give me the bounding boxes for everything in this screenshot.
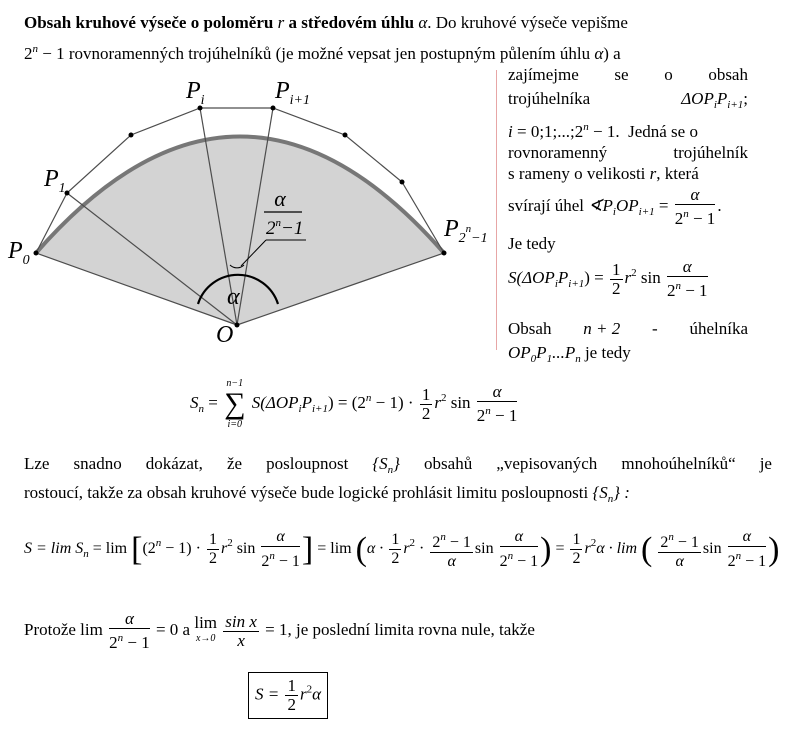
expr-exp: n [32,43,38,55]
word: rovnoramenný [508,143,608,162]
word: Obsah [508,319,552,338]
right-line-5-text: s rameny o velikosti [508,164,646,183]
right-line-7: Je tedy [508,234,556,253]
label-frac-den: 2 [266,218,276,239]
sector-figure [0,60,490,360]
label-pi1-sub: i+1 [289,93,311,108]
label-plast-sup: n [465,223,472,235]
period: . [717,195,722,215]
intro-line-2-text: rovnoramenných trojúhelníků (je možné vepsat jen postupným půlením úhlu [68,44,591,63]
label-p1-sub: 1 [58,181,66,196]
label-p0-sub: 0 [22,253,30,268]
index-range: = 0;1;...;2 [512,122,584,141]
para3: Protože lim $\frac{\alpha}{2^n - 1}$ = 0 a lim x→0 $\frac{\text{sin x}}{x}$ = 1, je poslední limita rovna nule, takže [24,609,535,652]
limit-equation: $S = \lim S_n = \lim [(2^n - 1)$ · $\frac{1}{2}$ $r^2$ sin $\frac{\alpha}{2^n - 1}$ ] = lim (α · $\frac{1}{2}$ $r^2$ · $\frac{2^n - 1}{\alpha}$ sin $\frac{\alpha}{2^n - 1}$ ) = $\frac{1}{2}$ $r^2\alpha \cdot \lim$ ( $\frac{2^n - 1}{\alpha}$ sin $\frac{\alpha}{2^n - 1}$ ) [24,528,780,570]
label-frac-num: α [274,186,286,211]
word: o [664,65,673,84]
right-line-5-tail: , která [656,164,699,183]
label-plast-sub: 2 [458,231,466,246]
triangle-word: trojúhelníka [508,89,591,108]
right-line-6 [508,186,722,228]
label-frac-den-tail: −1 [281,218,304,239]
label-frac-den-sup: n [275,217,281,229]
para2-line-2: rostoucí, takže za obsah kruhové výseče bude logické prohlásit limitu posloupnosti $\{S_n\}$ : [24,483,630,505]
sum-operator: n−1 ∑ i=0 [224,378,246,430]
intro-bold-text: Obsah kruhové výseče o poloměru [24,13,274,32]
angle-fraction: $\frac{\alpha}{2^n - 1}$ [674,185,716,228]
angle-text: svírají úhel [508,195,585,215]
label-p0: P [8,238,23,264]
right-line-2 [508,88,748,116]
right-line-3-text: Jedná se o [628,122,698,141]
svg-text:Pi+1 [274,78,310,108]
equals: = [658,195,669,215]
divider-line [496,70,497,350]
right-line-9 [508,318,748,339]
intro-line-2-tail: ) a [603,44,621,63]
svg-text:P0 [7,238,30,268]
label-o: O [216,322,234,348]
label-plast: P [444,216,459,242]
expr-base: 2 [24,44,33,63]
radius-symbol: r [277,13,285,32]
triangle-expr: $\Delta OP_iP_{i+1}$; [681,89,748,111]
point-plast [442,251,447,256]
point-p2 [129,133,134,138]
para2-line-1: Lze snadno dokázat, že posloupnost $\{S_n\}$ obsahů „vepisovaných mnohoúhelníků“ je [24,454,772,476]
sector-area [36,137,444,326]
radius-symbol-2: r [649,164,657,183]
word: obsah [708,65,748,84]
expr-rest: − 1 [38,44,65,63]
word: n + 2 [583,319,621,338]
intro-bold-text-2: a středovém úhlu [288,13,415,32]
point-p5 [343,133,348,138]
word: zajímejme [508,65,579,84]
svg-text:P1 [43,166,66,196]
triangle-area-formula: $S(\Delta OP_iP_{i+1})$ = $\frac{1}{2}$ $r^2$ sin $\frac{\alpha}{2^n - 1}$ [508,257,708,300]
label-pi-sub: i [200,93,205,108]
index-tail: − 1. [588,122,620,141]
point-pi1 [271,106,276,111]
index-sup: n [583,121,589,133]
svg-text:2n−1 [266,217,303,239]
right-line-3 [508,117,698,142]
label-pi: P [186,78,201,104]
label-p1: P [44,166,59,192]
intro-line-1 [24,12,628,33]
word: trojúhelník [673,143,748,162]
right-line-5 [508,163,699,184]
label-pi1: P [275,78,290,104]
alpha-symbol: α [418,13,428,32]
point-o [235,323,240,328]
right-line-10: $OP_0P_1...P_n$ je tedy [508,343,631,365]
right-line-1 [508,64,748,85]
result-box: S = $\frac{1}{2}$ $r^2\alpha$ [248,672,328,719]
word: se [614,65,629,84]
svg-text:Pi [185,78,205,108]
angle-expr: $∢P_iOP_{i+1}$ [588,195,655,218]
label-alpha: α [227,284,240,310]
word: - [652,319,658,338]
right-line-4 [508,142,748,163]
svg-text:P2n−1 [443,216,488,246]
intro-line-1-tail: . Do kruhové výseče vepišme [427,13,628,32]
sn-equation: $S_n$ = n−1 ∑ i=0 $S(\Delta OP_iP_{i+1}) = (2^n - 1)$ · $\frac{1}{2}$ $r^2$ sin $\frac{\alpha}{2^n - 1}$ [190,378,518,430]
index-i: i [508,122,513,141]
point-p6 [400,180,405,185]
label-plast-tail: −1 [471,231,488,246]
alpha-symbol-2: α [594,44,604,63]
word: úhelníka [689,319,748,338]
point-p0 [34,251,39,256]
